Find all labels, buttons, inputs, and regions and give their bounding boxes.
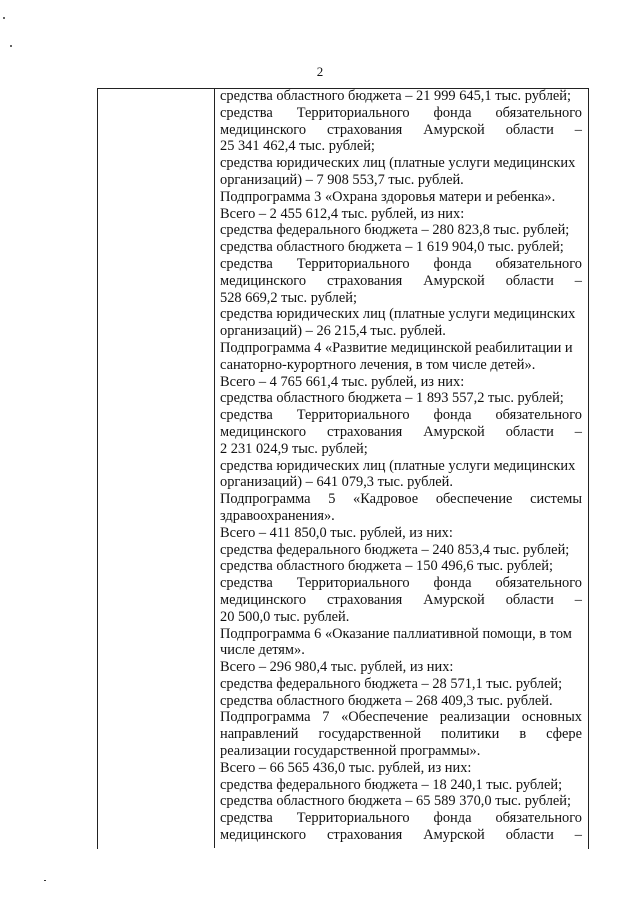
text-line [220, 827, 582, 844]
text-segment: средства областного бюджета – 150 496,6 тыс. рублей; [220, 558, 553, 575]
text-line [220, 760, 582, 777]
page-number: 2 [316, 64, 324, 79]
text-line [220, 239, 582, 256]
text-segment: средства федерального бюджета – 28 571,1 тыс. рублей; [220, 675, 563, 692]
text-segment: организаций) – 641 079,3 тыс. рублей. [220, 474, 453, 491]
text-segment: реализации государственной программы». [220, 743, 481, 760]
text-segment: средства федерального бюджета – 18 240,1 тыс. рублей; [220, 776, 563, 793]
text-segment: 25 341 462,4 тыс. рублей; [220, 138, 375, 155]
text-segment: обязательного [495, 255, 582, 272]
text-segment: санаторно-курортного лечения, в том числе детей». [220, 356, 536, 373]
text-line [220, 306, 582, 323]
text-line [220, 726, 582, 743]
text-segment: Всего – 2 455 612,4 тыс. рублей, из них: [220, 205, 465, 222]
text-segment: Территориального [296, 255, 410, 272]
text-line [220, 659, 582, 676]
text-segment: средства областного бюджета – 268 409,3 тыс. рублей. [220, 692, 553, 709]
text-segment: государственной [318, 726, 422, 743]
text-segment: в [519, 726, 527, 743]
text-segment: направлений [220, 726, 299, 743]
text-segment: – [574, 591, 582, 608]
text-segment: здравоохранения». [220, 507, 335, 524]
text-segment: средства юридических лиц (платные услуги медицинских [220, 306, 576, 323]
text-segment: средства областного бюджета – 21 999 645,1 тыс. рублей; [220, 88, 571, 104]
text-line [220, 474, 582, 491]
text-segment: обязательного [495, 810, 582, 827]
text-segment: фонда [433, 104, 472, 121]
text-segment: области [505, 827, 554, 844]
text-segment: организаций) – 7 908 553,7 тыс. рублей. [220, 171, 464, 188]
text-line [220, 222, 582, 239]
text-segment: страхования [327, 591, 403, 608]
text-line [220, 424, 582, 441]
text-segment: Всего – 66 565 436,0 тыс. рублей, из них: [220, 759, 472, 776]
text-segment: средства областного бюджета – 65 589 370,0 тыс. рублей; [220, 793, 571, 810]
scan-speck [10, 45, 12, 47]
text-segment: организаций) – 26 215,4 тыс. рублей. [220, 323, 446, 340]
text-line [220, 777, 582, 794]
text-line [220, 491, 582, 508]
text-line [220, 390, 582, 407]
text-segment: средства областного бюджета – 1 893 557,2 тыс. рублей; [220, 390, 564, 407]
text-line [220, 542, 582, 559]
text-segment: обязательного [495, 104, 582, 121]
text-segment: Территориального [296, 810, 410, 827]
text-segment: Амурской [423, 591, 485, 608]
text-segment: средства федерального бюджета – 240 853,4 тыс. рублей; [220, 541, 570, 558]
text-segment: области [505, 121, 554, 138]
text-line [220, 138, 582, 155]
text-line [220, 374, 582, 391]
text-segment: области [505, 272, 554, 289]
scan-speck [3, 17, 5, 19]
text-line [220, 88, 582, 105]
text-segment: Всего – 296 980,4 тыс. рублей, из них: [220, 659, 454, 676]
text-segment: страхования [327, 827, 403, 844]
text-segment: системы [530, 491, 582, 508]
text-line [220, 743, 582, 760]
text-line [220, 709, 582, 726]
text-segment: Всего – 4 765 661,4 тыс. рублей, из них: [220, 373, 465, 390]
text-segment: медицинского [220, 827, 307, 844]
text-segment: Подпрограмма [220, 491, 311, 508]
text-segment: – [574, 272, 582, 289]
text-segment: обязательного [495, 575, 582, 592]
scan-speck [44, 880, 46, 881]
text-segment: Амурской [423, 272, 485, 289]
text-segment: страхования [327, 272, 403, 289]
text-segment: Территориального [296, 575, 410, 592]
text-segment: медицинского [220, 121, 307, 138]
text-segment: средства юридических лиц (платные услуги медицинских [220, 155, 576, 172]
text-segment: страхования [327, 423, 403, 440]
text-segment: области [505, 423, 554, 440]
text-segment: фонда [433, 575, 472, 592]
text-segment: Амурской [423, 423, 485, 440]
text-segment: числе детям». [220, 642, 305, 659]
text-line [220, 609, 582, 626]
text-line [220, 441, 582, 458]
text-segment: средства [220, 104, 273, 121]
text-segment: 528 669,2 тыс. рублей; [220, 289, 357, 306]
text-line [220, 693, 582, 710]
text-line [220, 340, 582, 357]
table-column-divider [214, 88, 215, 848]
text-segment: «Кадровое [353, 491, 419, 508]
text-segment: Подпрограмма 6 «Оказание паллиативной помощи, в том [220, 625, 572, 642]
text-segment: – [574, 827, 582, 844]
text-line [220, 206, 582, 223]
text-line [220, 793, 582, 810]
text-segment: страхования [327, 121, 403, 138]
text-line [220, 172, 582, 189]
text-line [220, 458, 582, 475]
text-segment: Подпрограмма [220, 709, 311, 726]
text-segment: средства [220, 407, 273, 424]
text-segment: 20 500,0 тыс. рублей. [220, 608, 350, 625]
text-segment: Всего – 411 850,0 тыс. рублей, из них: [220, 524, 453, 541]
text-line [220, 189, 582, 206]
text-segment: средства областного бюджета – 1 619 904,0 тыс. рублей; [220, 239, 564, 256]
text-line [220, 357, 582, 374]
text-line [220, 323, 582, 340]
text-segment: Территориального [296, 407, 410, 424]
text-line [220, 508, 582, 525]
text-segment: средства [220, 810, 273, 827]
text-segment: Амурской [423, 121, 485, 138]
text-segment: 2 231 024,9 тыс. рублей; [220, 440, 368, 457]
text-segment: реализации [439, 709, 511, 726]
text-line [220, 290, 582, 307]
text-line [220, 810, 582, 827]
text-segment: обязательного [495, 407, 582, 424]
text-line [220, 407, 582, 424]
text-segment: Подпрограмма 3 «Охрана здоровья матери и ребенка». [220, 188, 556, 205]
text-line [220, 575, 582, 592]
text-line [220, 558, 582, 575]
text-line [220, 525, 582, 542]
text-segment: Амурской [423, 827, 485, 844]
text-line [220, 273, 582, 290]
text-line [220, 155, 582, 172]
text-segment: «Обеспечение [341, 709, 429, 726]
text-segment: сфере [546, 726, 582, 743]
text-segment: обеспечение [435, 491, 513, 508]
text-segment: области [505, 591, 554, 608]
text-segment: медицинского [220, 591, 307, 608]
text-segment: фонда [433, 255, 472, 272]
text-segment: средства федерального бюджета – 280 823,8 тыс. рублей; [220, 222, 570, 239]
text-line [220, 626, 582, 643]
text-segment: 5 [328, 491, 336, 508]
text-line [220, 105, 582, 122]
table-right-cell-text [220, 88, 582, 844]
text-segment: Подпрограмма 4 «Развитие медицинской реабилитации и [220, 339, 573, 356]
text-segment: средства юридических лиц (платные услуги медицинских [220, 457, 576, 474]
text-segment: средства [220, 255, 273, 272]
text-segment: Территориального [296, 104, 410, 121]
text-segment: медицинского [220, 272, 307, 289]
text-segment: фонда [433, 407, 472, 424]
text-segment: – [574, 423, 582, 440]
text-line [220, 676, 582, 693]
text-line [220, 122, 582, 139]
text-segment: медицинского [220, 423, 307, 440]
text-segment: фонда [433, 810, 472, 827]
text-segment: политики [441, 726, 500, 743]
text-segment: средства [220, 575, 273, 592]
text-segment: 7 [322, 709, 330, 726]
text-line [220, 642, 582, 659]
text-line [220, 592, 582, 609]
text-segment: – [574, 121, 582, 138]
text-line [220, 256, 582, 273]
text-segment: основных [521, 709, 582, 726]
